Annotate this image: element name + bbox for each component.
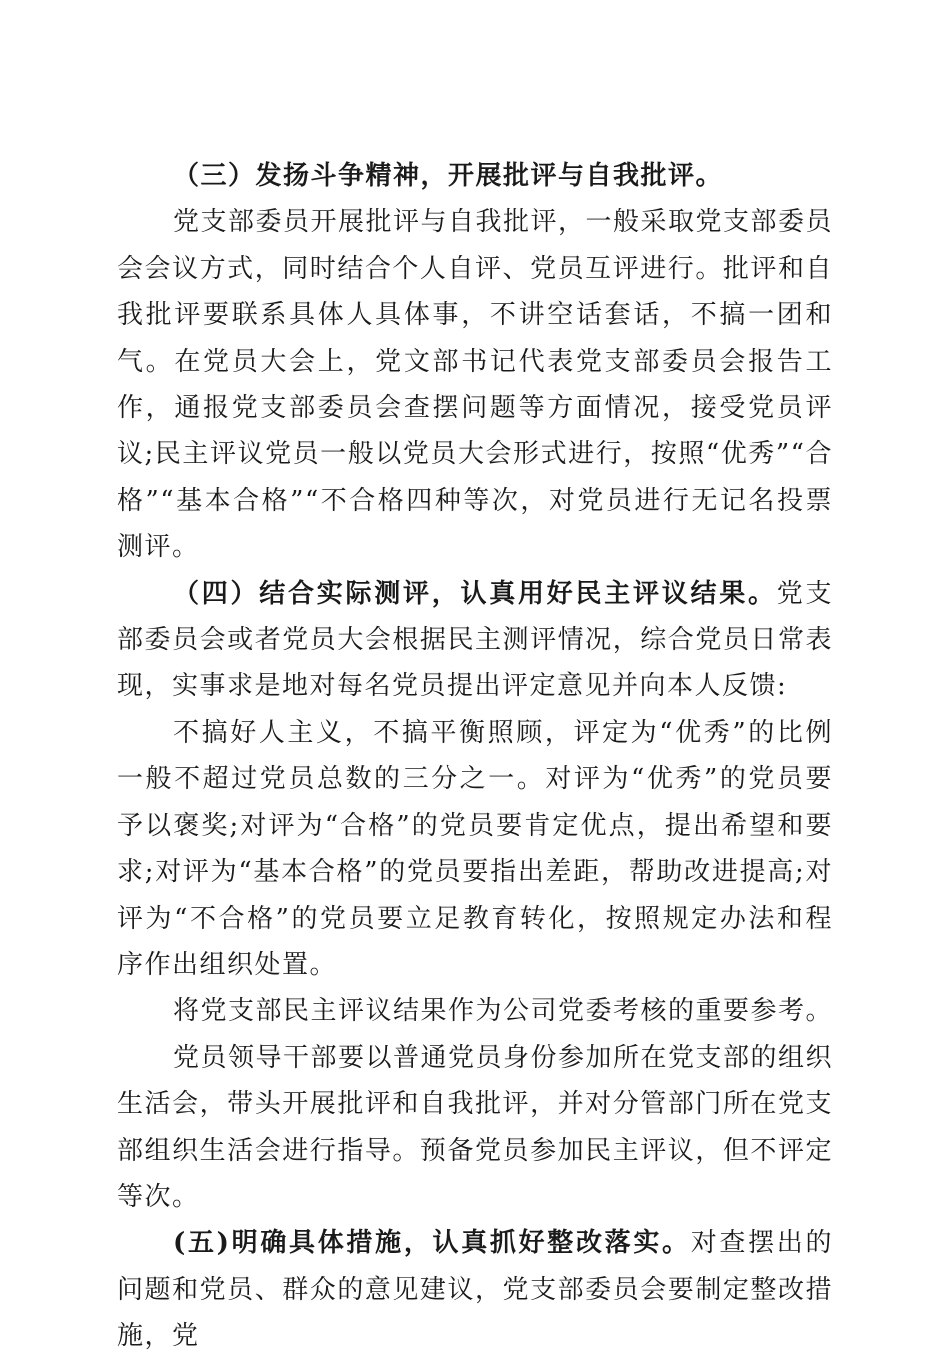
section-5-text: 对查摆出的问题和党员、群众的意见建议，党支部委员会要制定整改措施，党: [117, 1228, 833, 1352]
paragraph-leaders: 党员领导干部要以普通党员身份参加所在党支部的组织生活会，带头开展批评和自我批评，并对分管部门所在党支部组织生活会进行指导。预备党员参加民主评议，但不评定等次。: [117, 1042, 834, 1212]
paragraph-reference: 将党支部民主评议结果作为公司党委考核的重要参考。: [173, 996, 834, 1027]
section-heading-3: （三）发扬斗争精神，开展批评与自我批评。: [173, 161, 724, 191]
paragraph-evaluation: 不搞好人主义，不搞平衡照顾，评定为“优秀”的比例一般不超过党员总数的三分之一。对评为“优秀”的党员要予以褒奖;对评为“合格”的党员要肯定优点，提出希望和要求;对评为“基本合格”的党员要指出差距，帮助改进提高;对评为“不合格”的党员要立足教育转化，按照规定办法和程序作出组织处置。: [117, 717, 833, 980]
document-body: [117, 153, 833, 1360]
section-5-paragraph: [117, 1220, 833, 1359]
section-4-text: 党支部委员会或者党员大会根据民主测评情况，综合党员日常表现，实事求是地对每名党员提出评定意见并向本人反馈:: [117, 578, 833, 702]
section-heading-5: (五)明确具体措施，认真抓好整改落实。: [173, 1228, 691, 1259]
paragraph-criticism: 党支部委员开展批评与自我批评，一般采取党支部委员会会议方式，同时结合个人自评、党员互评进行。批评和自我批评要联系具体人具体事，不讲空话套话，不搞一团和气。在党员大会上，党文部书记代表党支部委员会报告工作，通报党支部委员会查摆问题等方面情况，接受党员评议;民主评议党员一般以党员大会形式进行，按照“优秀”“合格”“基本合格”“不合格四种等次，对党员进行无记名投票测评。: [117, 207, 834, 563]
section-4-paragraph: [117, 571, 833, 710]
section-heading-4: （四）结合实际测评，认真用好民主评议结果。: [173, 578, 777, 609]
